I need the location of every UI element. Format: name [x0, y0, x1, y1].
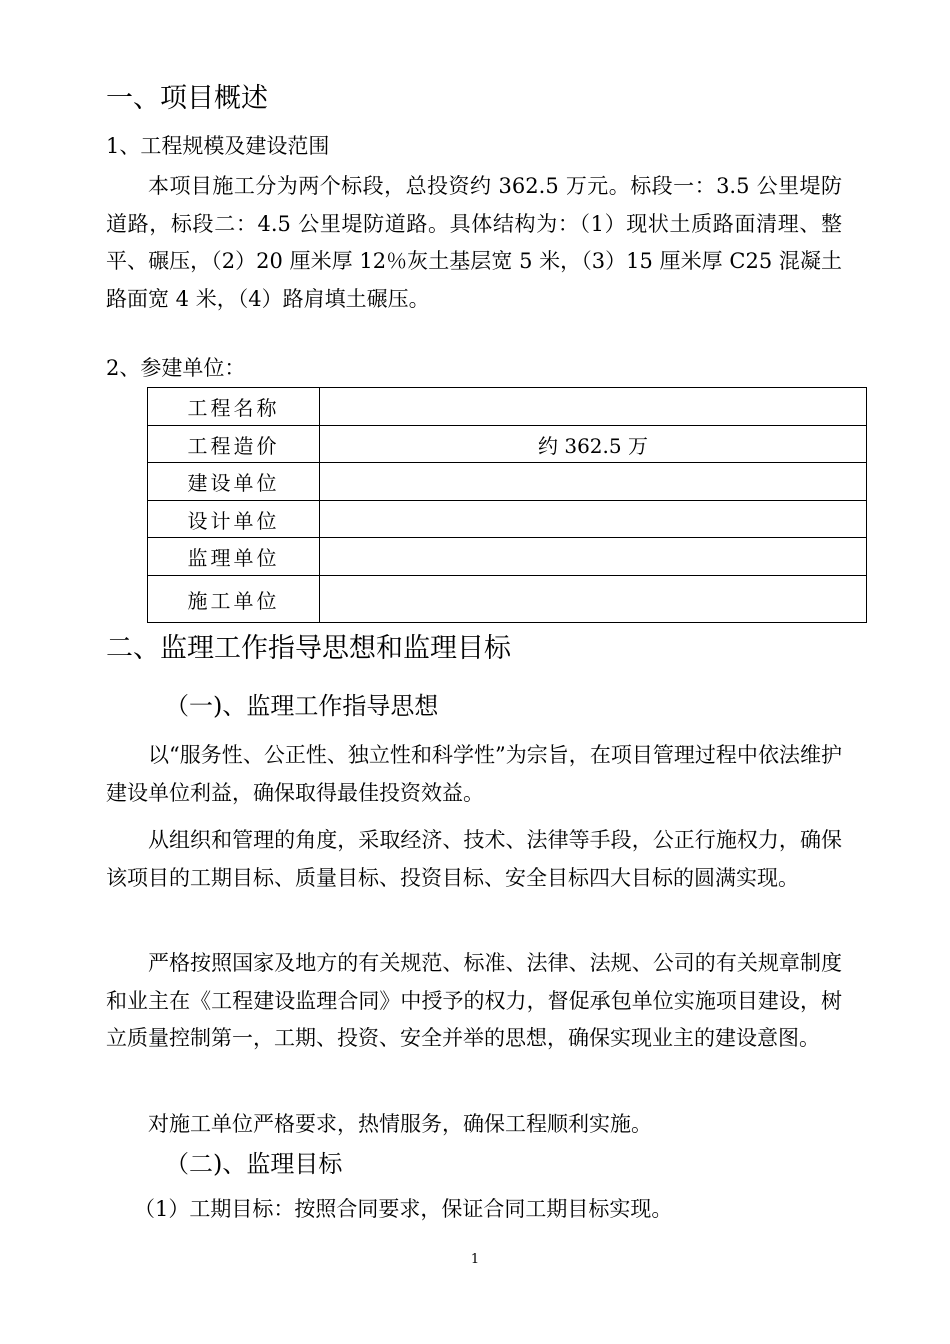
table-row — [148, 426, 867, 463]
subsection-goals-title: （二)、监理目标 — [165, 1150, 343, 1178]
table-row — [148, 576, 867, 623]
table-label: 监理单位 — [148, 538, 320, 576]
subsection-2-title: 2、参建单位： — [106, 356, 246, 380]
guiding-paragraph-2: 从组织和管理的角度，采取经济、技术、法律等手段，公正行施权力，确保该项目的工期目标、质量目标、投资目标、安全目标四大目标的圆满实现。 — [106, 828, 842, 890]
guiding-paragraph-1: 以“服务性、公正性、独立性和科学性”为宗旨，在项目管理过程中依法维护建设单位利益，确保取得最佳投资效益。 — [106, 743, 842, 805]
table-label: 施工单位 — [148, 576, 320, 623]
page-number: 1 — [470, 1252, 480, 1267]
table-value — [320, 576, 867, 623]
table-label: 建设单位 — [148, 463, 320, 501]
table-row — [148, 501, 867, 538]
table-value — [320, 538, 867, 576]
section-1-heading: 一、项目概述 — [106, 83, 268, 114]
table-row — [148, 463, 867, 501]
section-2-heading: 二、监理工作指导思想和监理目标 — [106, 633, 511, 664]
table-label: 设计单位 — [148, 501, 320, 538]
table-row — [148, 388, 867, 426]
guiding-paragraph-3: 严格按照国家及地方的有关规范、标准、法律、法规、公司的有关规章制度和业主在《工程建设监理合同》中授予的权力，督促承包单位实施项目建设，树立质量控制第一，工期、投资、安全并举的思想，确保实现业主的建设意图。 — [106, 951, 842, 1050]
scope-paragraph: 本项目施工分为两个标段，总投资约 362.5 万元。标段一：3.5 公里堤防道路，标段二：4.5 公里堤防道路。具体结构为：（1）现状土质路面清理、整平、碾压，（2）20 厘米厚 12％灰土基层宽 5 米，（3）15 厘米厚 C25 混凝土路面宽 4 米，（4）路肩填土碾压。 — [106, 174, 842, 311]
goal-1: （1）工期目标：按照合同要求，保证合同工期目标实现。 — [134, 1197, 673, 1221]
table-value — [320, 463, 867, 501]
table-value — [320, 388, 867, 426]
table-label: 工程名称 — [148, 388, 320, 426]
guiding-paragraph-4: 对施工单位严格要求，热情服务，确保工程顺利实施。 — [148, 1112, 652, 1136]
subsection-guiding-title: （一)、监理工作指导思想 — [165, 692, 439, 720]
subsection-1-title: 1、工程规模及建设范围 — [106, 134, 330, 158]
table-value: 约 362.5 万 — [320, 426, 867, 463]
table-label: 工程造价 — [148, 426, 320, 463]
participants-table — [147, 387, 867, 623]
table-row — [148, 538, 867, 576]
table-value — [320, 501, 867, 538]
